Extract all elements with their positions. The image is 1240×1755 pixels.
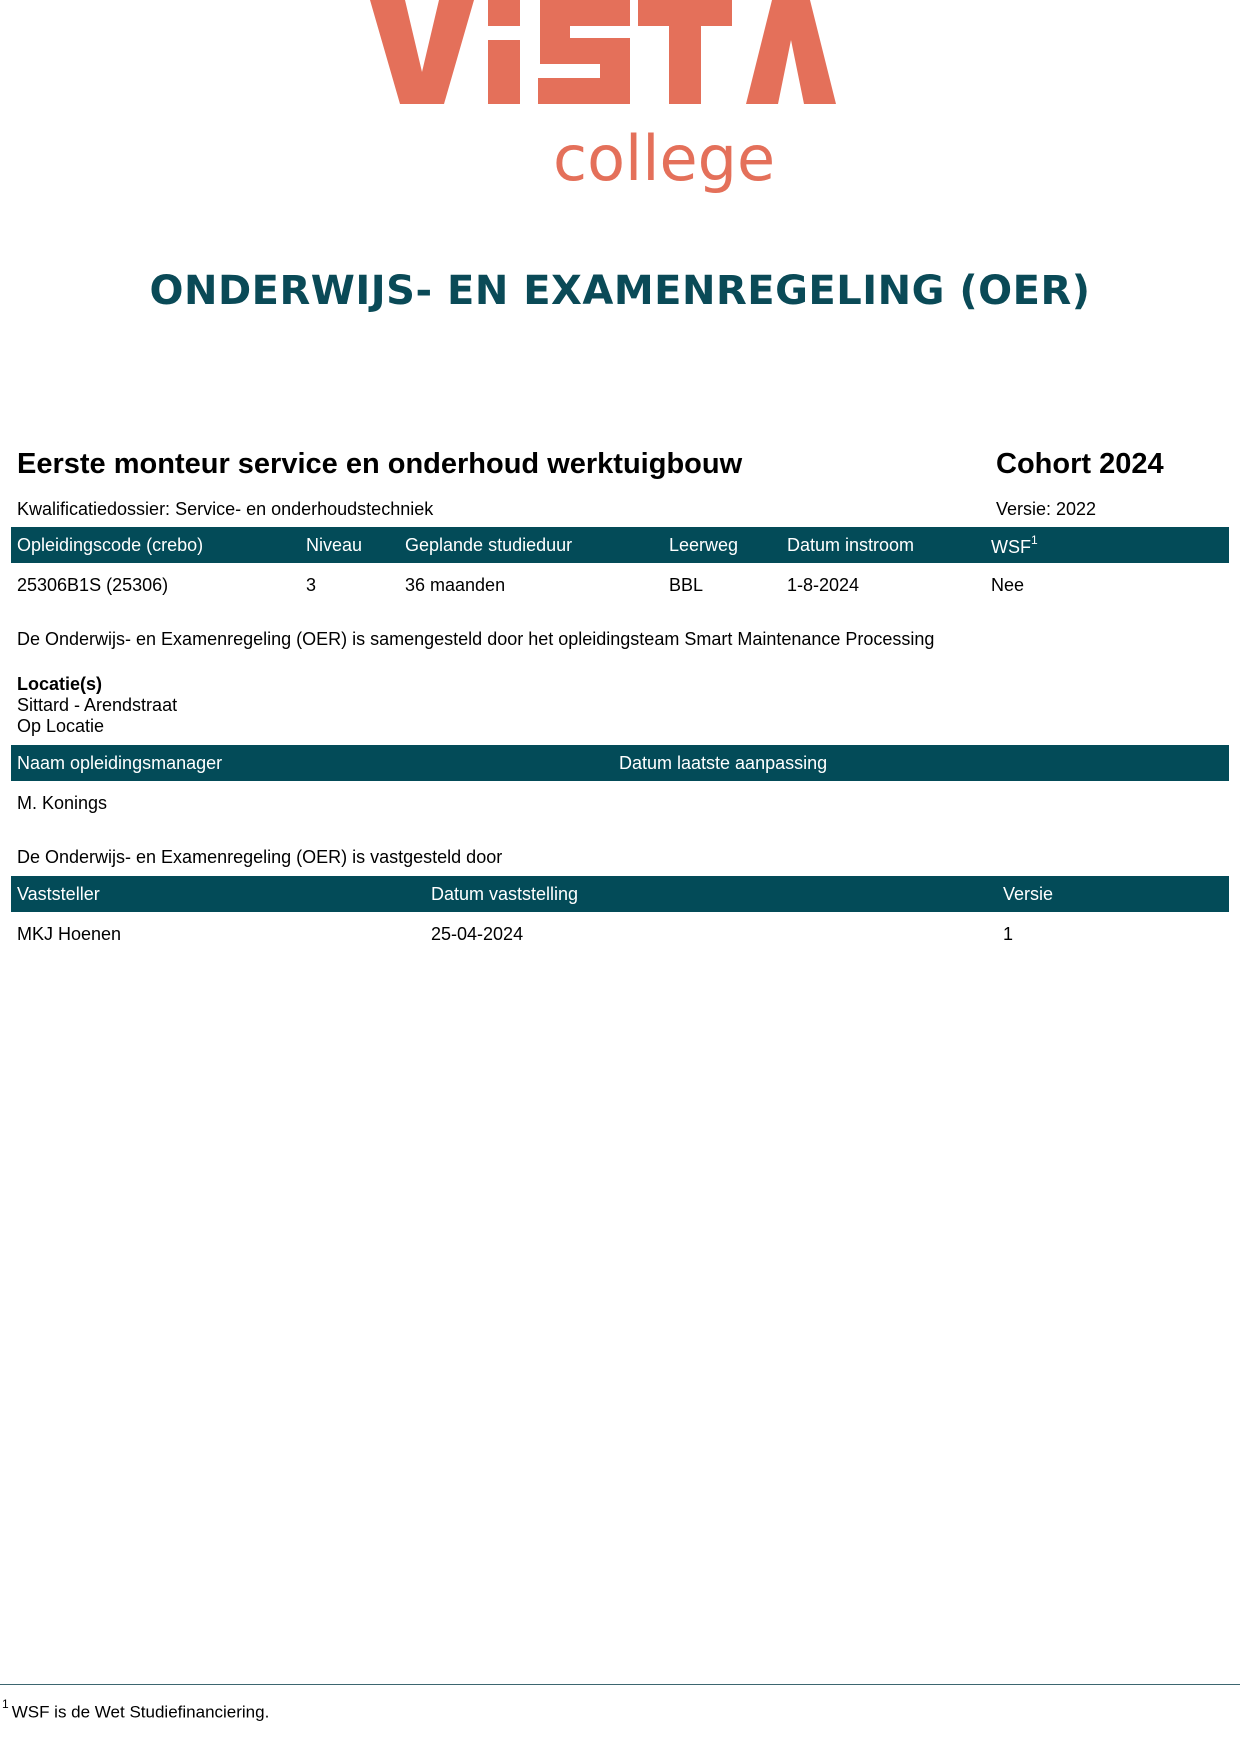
program-subheader: [11, 493, 1229, 523]
wsf-footnote-marker: 1: [1031, 533, 1038, 547]
value-datum-vaststelling: 25-04-2024: [431, 924, 524, 944]
approval-table-header: [11, 876, 1229, 912]
vista-college-logo: [360, 0, 880, 210]
location-item: Sittard - Arendstraat: [17, 695, 178, 715]
value-wsf: Nee: [991, 575, 1025, 595]
header-vaststeller: Vaststeller: [17, 884, 100, 904]
manager-table-header: [11, 745, 1229, 781]
header-manager: Naam opleidingsmanager: [17, 753, 223, 773]
document-title: ONDERWIJS- EN EXAMENREGELING (OER): [149, 268, 1091, 314]
header-wsf-label: WSF: [991, 537, 1031, 557]
qualification-file: Kwalificatiedossier: Service- en onderhoudstechniek: [17, 499, 434, 519]
header-crebo: Opleidingscode (crebo): [17, 535, 204, 555]
header-wsf: [991, 535, 1038, 558]
manager-table-row: [11, 781, 1229, 819]
location-item: Op Locatie: [17, 716, 105, 736]
footnote-text: WSF is de Wet Studiefinanciering.: [11, 1702, 270, 1722]
value-leerweg: BBL: [669, 575, 704, 595]
composed-by-text: De Onderwijs- en Examenregeling (OER) is samengesteld door het opleidingsteam Smart Maintenance Processing: [17, 629, 935, 649]
value-datum-instroom: 1-8-2024: [787, 575, 860, 595]
svg-text:college: college: [553, 122, 776, 195]
value-versie: 1: [1003, 924, 1014, 944]
value-crebo: 25306B1S (25306): [17, 575, 169, 595]
established-by-text: De Onderwijs- en Examenregeling (OER) is vastgesteld door: [17, 847, 503, 867]
header-last-modified: Datum laatste aanpassing: [619, 753, 828, 773]
value-vaststeller: MKJ Hoenen: [17, 924, 122, 944]
program-header: [11, 445, 1229, 493]
header-datum-instroom: Datum instroom: [787, 535, 915, 555]
value-manager: M. Konings: [17, 793, 108, 813]
header-studieduur: Geplande studieduur: [405, 535, 573, 555]
header-versie: Versie: [1003, 884, 1054, 904]
program-title: Eerste monteur service en onderhoud werktuigbouw: [17, 448, 743, 480]
locations-heading: Locatie(s): [17, 674, 103, 694]
value-niveau: 3: [306, 575, 317, 595]
header-niveau: Niveau: [306, 535, 363, 555]
footnote: [2, 1697, 270, 1723]
cohort-label: Cohort 2024: [996, 448, 1164, 480]
approval-table-row: [11, 912, 1229, 950]
value-studieduur: 36 maanden: [405, 575, 506, 595]
program-table-row: [11, 563, 1229, 601]
program-table-header: [11, 527, 1229, 563]
header-leerweg: Leerweg: [669, 535, 739, 555]
header-datum-vaststelling: Datum vaststelling: [431, 884, 579, 904]
footnote-divider: [0, 1684, 1240, 1685]
version-label: Versie: 2022: [996, 499, 1097, 519]
oer-content: [11, 445, 1229, 950]
footnote-marker: 1: [2, 1697, 9, 1711]
